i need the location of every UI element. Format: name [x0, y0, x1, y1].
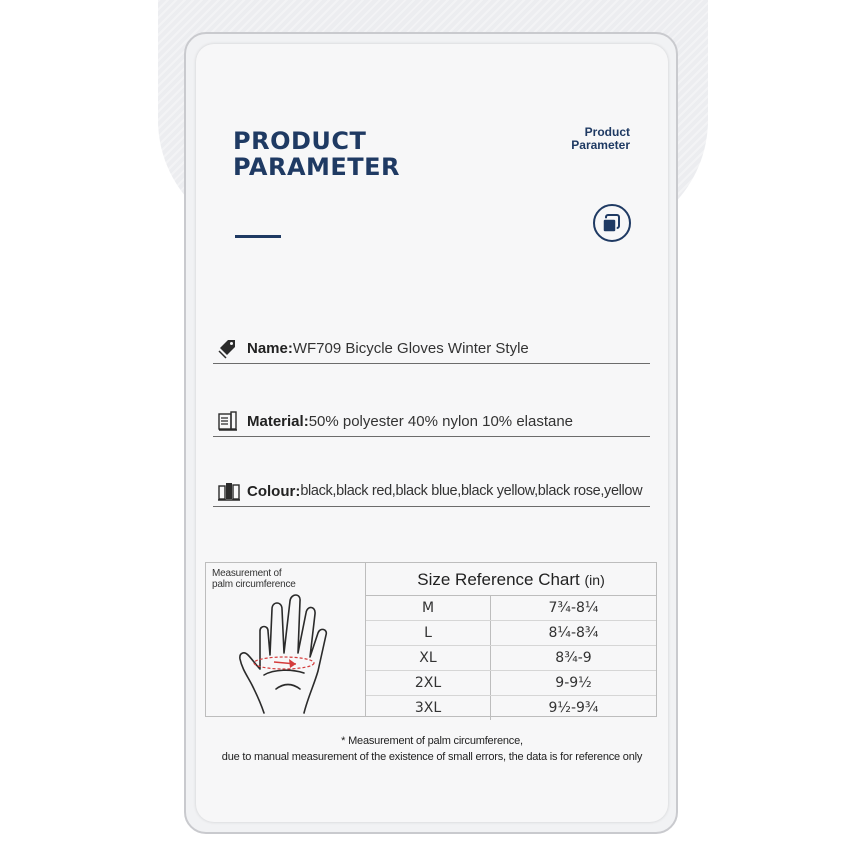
param-row-name — [213, 333, 650, 364]
table-row — [366, 696, 656, 721]
price-tag-icon — [217, 337, 239, 359]
size-cell: 2XL — [366, 671, 491, 696]
param-label-name: Name: — [247, 339, 293, 357]
measurement-note-line-1: * Measurement of palm circumference, — [341, 735, 523, 747]
hand-illustration-area — [206, 563, 366, 716]
measurement-note-line-2: due to manual measurement of the existence of small errors, the data is for reference only — [221, 751, 643, 763]
range-cell: 9½-9¾ — [548, 700, 599, 716]
size-cell: M — [366, 596, 491, 621]
table-row — [366, 646, 656, 671]
param-label-material: Material: — [247, 412, 309, 430]
table-row — [366, 621, 656, 646]
param-value-material: 50% polyester 40% nylon 10% elastane — [308, 412, 574, 430]
size-cell: 3XL — [366, 696, 491, 721]
range-cell: 7¾-8¼ — [491, 596, 657, 621]
hand-caption-line-1: Measurement of — [212, 568, 282, 579]
range-cell: 9-9½ — [491, 671, 657, 696]
fabric-material-icon — [217, 410, 239, 432]
hand-caption-line-2: palm circumference — [212, 579, 296, 590]
range-cell: 8¾-9 — [491, 646, 657, 671]
table-row — [366, 671, 656, 696]
title-underline — [235, 235, 281, 238]
param-row-colour — [213, 476, 650, 507]
measurement-note — [196, 733, 668, 765]
subtitle-line-1: Product — [584, 125, 630, 139]
size-cell: XL — [366, 646, 491, 671]
subtitle — [571, 126, 630, 152]
color-swatches-icon — [217, 480, 239, 502]
size-chart-title-text: Size Reference Chart — [417, 570, 580, 589]
param-value-colour: black,black red,black blue,black yellow,black rose,yellow — [300, 483, 643, 499]
size-chart-title — [366, 563, 656, 596]
size-cell: L — [366, 621, 491, 646]
param-label-colour: Colour: — [247, 482, 301, 500]
hand-icon — [234, 593, 338, 715]
size-chart-unit: (in) — [584, 572, 605, 588]
size-chart-table — [366, 596, 656, 720]
page-title — [233, 128, 400, 180]
hand-caption — [212, 568, 296, 590]
param-value-name: WF709 Bicycle Gloves Winter Style — [292, 339, 529, 357]
title-line-1: PRODUCT — [233, 127, 367, 155]
table-row — [366, 596, 656, 621]
subtitle-line-2: Parameter — [571, 138, 630, 152]
title-line-2: PARAMETER — [233, 153, 401, 181]
range-cell: 8¼-8¾ — [491, 621, 657, 646]
size-reference-block — [205, 562, 657, 717]
copy-icon — [593, 204, 631, 242]
param-row-material — [213, 406, 650, 437]
